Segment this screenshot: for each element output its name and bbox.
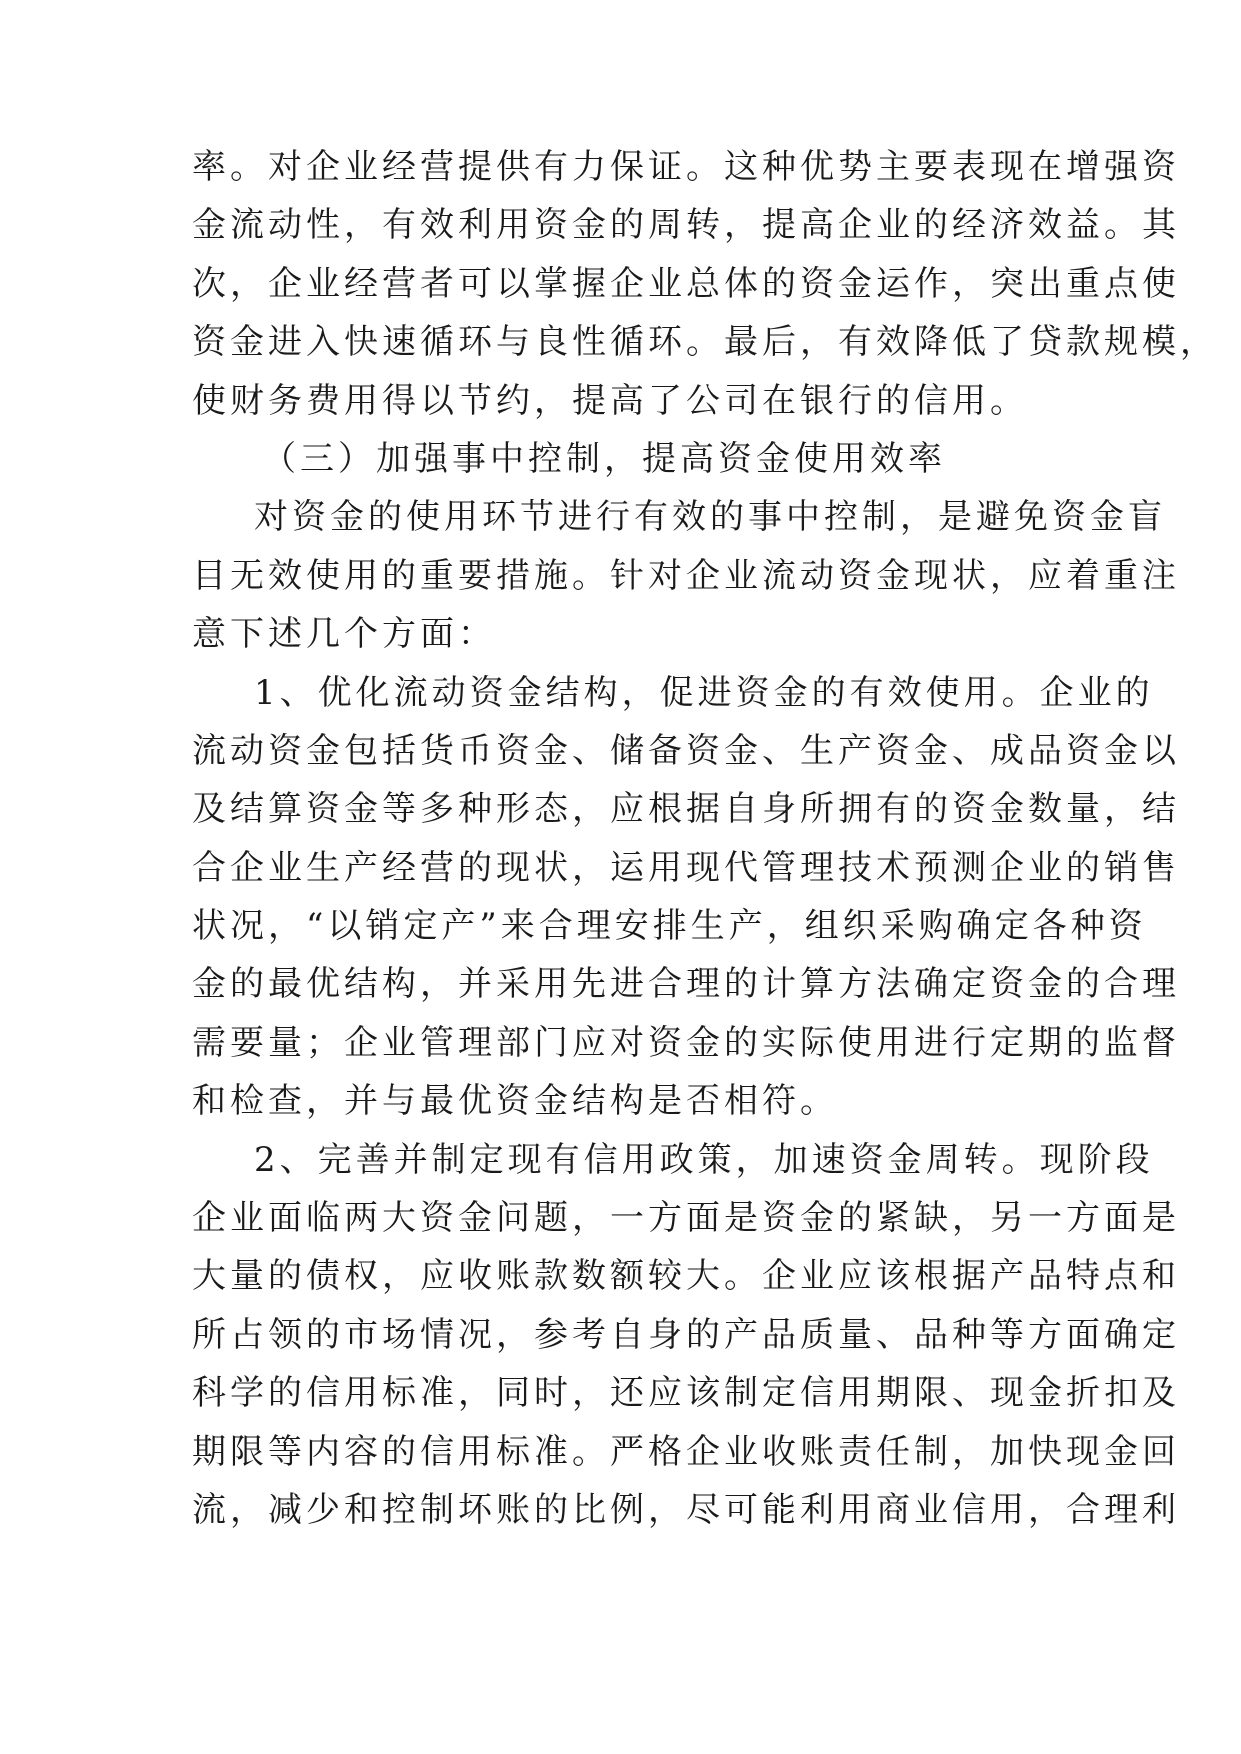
- text-line: 企业面临两大资金问题，一方面是资金的紧缺，另一方面是: [192, 1198, 1180, 1239]
- paragraph-start-line: 对资金的使用环节进行有效的事中控制，是避免资金盲: [254, 497, 1166, 538]
- text-line: 流动资金包括货币资金、储备资金、生产资金、成品资金以: [192, 730, 1180, 771]
- paragraph-start-line: 1、优化流动资金结构，促进资金的有效使用。企业的: [254, 672, 1154, 713]
- text-line: 次，企业经营者可以掌握企业总体的资金运作，突出重点使: [192, 263, 1180, 304]
- paragraph-start-line: 2、完善并制定现有信用政策，加速资金周转。现阶段: [254, 1139, 1154, 1180]
- text-line: 率。对企业经营提供有力保证。这种优势主要表现在增强资: [192, 147, 1180, 187]
- text-line: 合企业生产经营的现状，运用现代管理技术预测企业的销售: [192, 847, 1180, 888]
- section-heading: （三）加强事中控制，提高资金使用效率: [262, 438, 946, 479]
- text-line: 金流动性，有效利用资金的周转，提高企业的经济效益。其: [192, 205, 1180, 246]
- text-line: 金的最优结构，并采用先进合理的计算方法确定资金的合理: [192, 964, 1180, 1005]
- text-line: 所占领的市场情况，参考自身的产品质量、品种等方面确定: [192, 1314, 1180, 1355]
- text-line: 科学的信用标准，同时，还应该制定信用期限、现金折扣及: [192, 1373, 1180, 1414]
- body-text: [192, 138, 1218, 1539]
- text-line: 使财务费用得以节约，提高了公司在银行的信用。: [192, 380, 1028, 421]
- text-line: 需要量；企业管理部门应对资金的实际使用进行定期的监督: [192, 1022, 1180, 1063]
- text-line: 状况，“以销定产”来合理安排生产，组织采购确定各种资: [192, 906, 1147, 947]
- text-line: 意下述几个方面：: [192, 614, 496, 655]
- text-line: 资金进入快速循环与良性循环。最后，有效降低了贷款规模，: [192, 322, 1218, 363]
- text-line: 大量的债权，应收账款数额较大。企业应该根据产品特点和: [192, 1256, 1180, 1297]
- text-line: 期限等内容的信用标准。严格企业收账责任制，加快现金回: [192, 1431, 1180, 1472]
- text-line: 流，减少和控制坏账的比例，尽可能利用商业信用，合理利: [192, 1489, 1180, 1530]
- text-line: 及结算资金等多种形态，应根据自身所拥有的资金数量，结: [192, 789, 1180, 830]
- text-line: 目无效使用的重要措施。针对企业流动资金现状，应着重注: [192, 555, 1180, 596]
- text-line: 和检查，并与最优资金结构是否相符。: [192, 1081, 838, 1122]
